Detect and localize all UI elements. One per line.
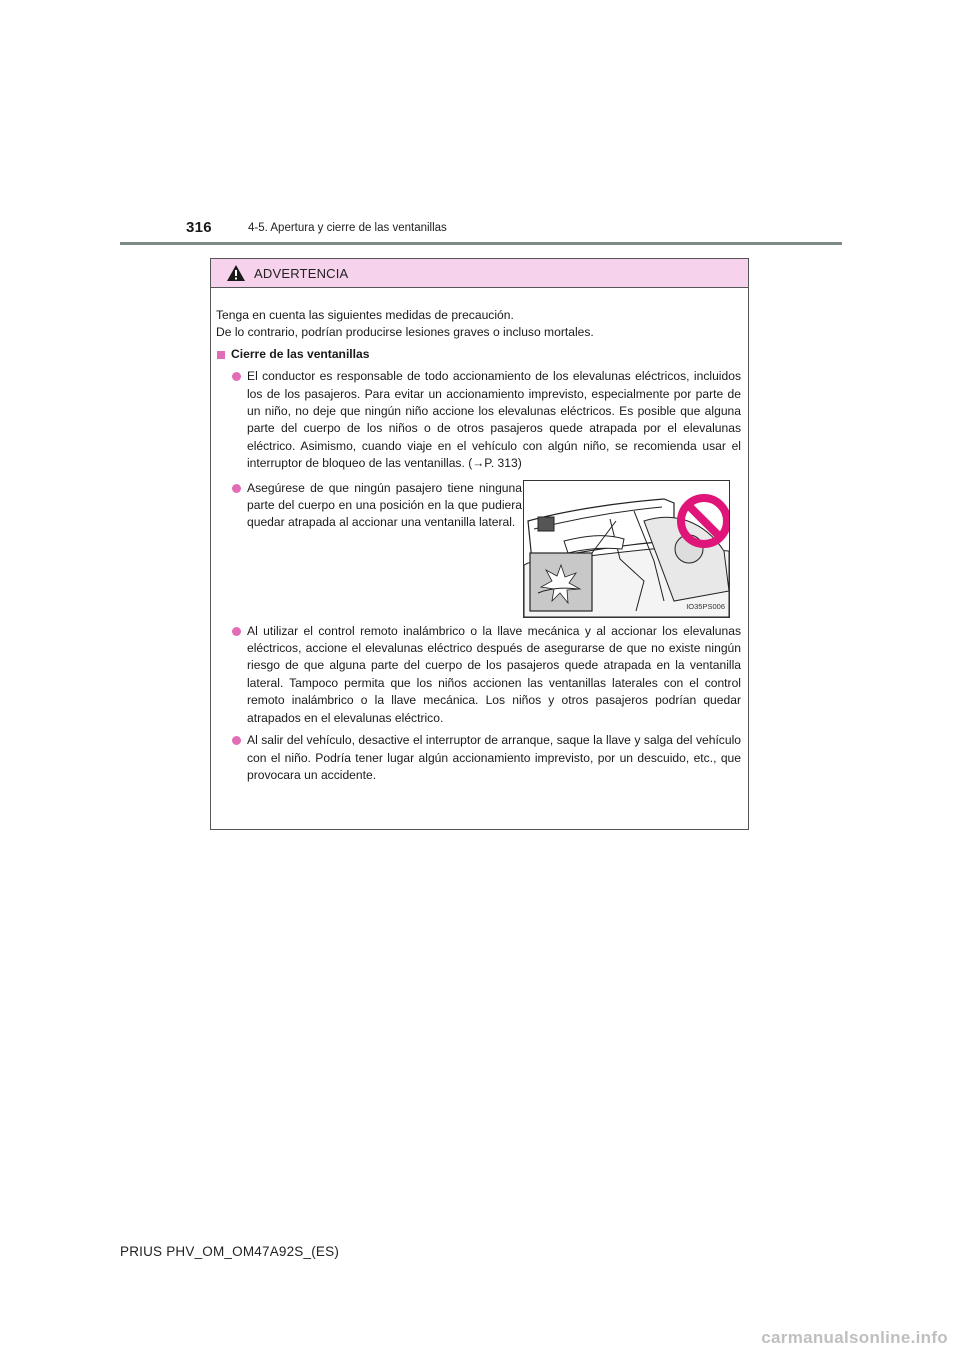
circle-bullet-icon (232, 372, 241, 381)
warning-body (211, 288, 748, 784)
intro-line: Tenga en cuenta las siguientes medidas de precaución. (216, 308, 514, 322)
illustration-window-pinch (523, 480, 730, 618)
circle-bullet-icon (232, 736, 241, 745)
bullet-item (216, 732, 741, 784)
circle-bullet-icon (232, 627, 241, 636)
bullet-text: El conductor es responsable de todo accionamiento de los elevalunas eléctricos, incluidos los de los pasajeros. Para evitar un accionamiento imprevisto, especialmente por parte de un niño, no deje que ningún niño accione los elevalunas eléctricos. Es posible que alguna parte del cuerpo de los niños o de otros pasajeros quede atrapada por el elevalunas eléctrico. Asimismo, cuando viaje en el vehículo con algún niño, se recomienda usar el interruptor de bloqueo de las ventanillas. (→P. 313) (247, 369, 741, 471)
warning-header (211, 259, 748, 288)
warning-triangle-icon (226, 264, 246, 282)
bullet-text: Al utilizar el control remoto inalámbrico o la llave mecánica y al accionar los elevalunas eléctricos, accione el elevalunas eléctrico después de asegurarse de que no existe ningún riesgo de que alguna parte del cuerpo de los pasajeros quede atrapada en la ventanilla lateral. Tampoco permita que los niños accionen las ventanillas laterales con el control remoto inalámbrico o la llave mecánica. Los niños y otros pasajeros podrían quedar atrapados en el elevalunas eléctrico. (247, 623, 741, 725)
warning-intro (216, 307, 741, 342)
page-number: 316 (186, 219, 212, 236)
intro-line: De lo contrario, podrían producirse lesiones graves o incluso mortales. (216, 325, 594, 340)
header-divider (120, 242, 842, 245)
warning-box (210, 258, 749, 830)
bullet-item (216, 480, 522, 618)
document-code: PRIUS PHV_OM_OM47A92S_(ES) (120, 1244, 340, 1259)
bullet-with-figure (216, 480, 741, 618)
subheading (216, 346, 741, 363)
section-title: 4-5. Apertura y cierre de las ventanillas (248, 222, 447, 234)
bullet-item (216, 368, 741, 472)
figure-code: IO35PS006 (686, 602, 725, 612)
bullet-item (216, 623, 741, 727)
square-bullet-icon (217, 351, 225, 359)
subheading-text: Cierre de las ventanillas (231, 346, 370, 361)
bullet-text: Asegúrese de que ningún pasajero tiene ninguna parte del cuerpo en una posición en la que pudiera quedar atrapada al accionar una ventanilla lateral. (247, 480, 522, 530)
circle-bullet-icon (232, 484, 241, 493)
car-interior-illustration (524, 481, 729, 617)
warning-title: ADVERTENCIA (254, 265, 349, 281)
watermark[interactable]: carmanualsonline.info (761, 1328, 948, 1347)
bullet-text: Al salir del vehículo, desactive el interruptor de arranque, saque la llave y salga del vehículo con el niño. Podría tener lugar algún accionamiento imprevisto, por un descuido, etc., que provocara un accidente. (247, 733, 741, 782)
